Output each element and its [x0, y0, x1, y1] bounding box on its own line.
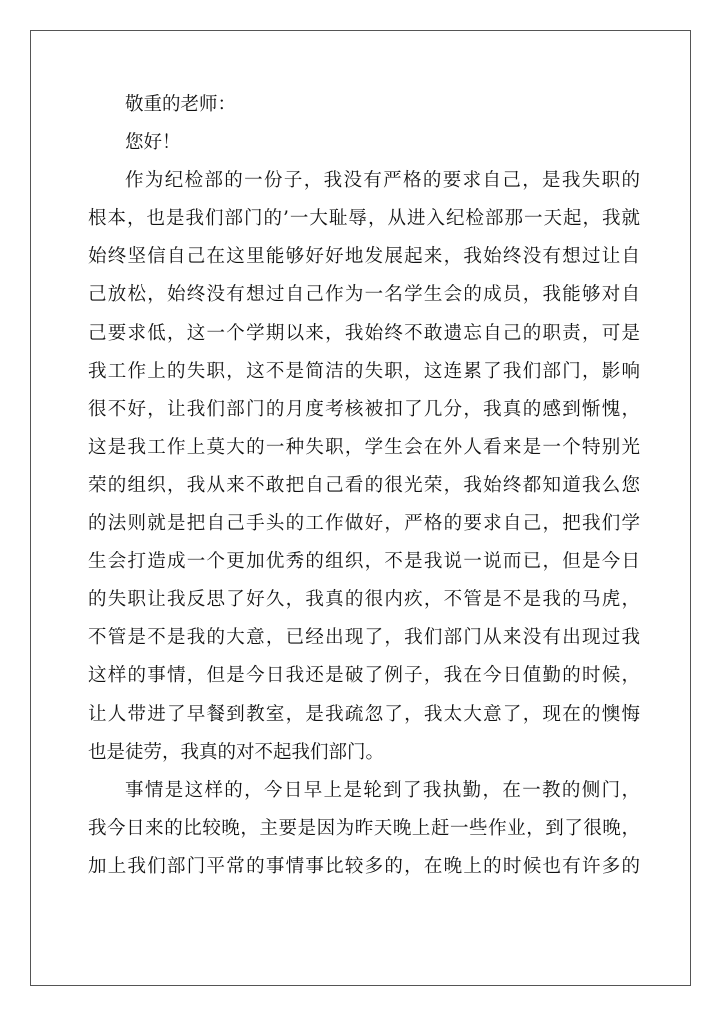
letter-body: [88, 86, 640, 886]
paragraph-2: [88, 772, 640, 886]
paragraph-1: [88, 162, 640, 772]
paragraph-line: 这样的事情，但是今日我还是破了例子，我在今日值勤的时候，: [88, 665, 640, 687]
paragraph-line: 己放松，始终没有想过自己作为一名学生会的成员，我能够对自: [88, 284, 640, 306]
paragraph-line: 己要求低，这一个学期以来，我始终不敢遗忘自己的职责，可是: [88, 322, 640, 344]
paragraph-line: 根本，也是我们部门的’一大耻辱，从进入纪检部那一天起，我就: [88, 208, 640, 230]
paragraph-line: 很不好，让我们部门的月度考核被扣了几分，我真的感到惭愧，: [88, 398, 640, 420]
paragraph-line: 加上我们部门平常的事情事比较多的，在晚上的时候也有许多的: [88, 855, 640, 877]
greeting: 您好！: [125, 132, 181, 154]
paragraph-line: 也是徒劳，我真的对不起我们部门。: [88, 741, 385, 763]
paragraph-line: 我工作上的失职，这不是简洁的失职，这连累了我们部门，影响: [88, 360, 640, 382]
paragraph-line: 让人带进了早餐到教室，是我疏忽了，我太大意了，现在的懊悔: [88, 703, 640, 725]
paragraph-line: 不管是不是我的大意，已经出现了，我们部门从来没有出现过我: [88, 627, 640, 649]
paragraph-line: 我今日来的比较晚，主要是因为昨天晚上赶一些作业，到了很晚，: [88, 817, 640, 839]
salutation: 敬重的老师：: [125, 94, 237, 115]
paragraph-line: 事情是这样的，今日早上是轮到了我执勤，在一教的侧门，: [125, 779, 640, 801]
paragraph-line: 荣的组织，我从来不敢把自己看的很光荣，我始终都知道我么您: [88, 474, 640, 496]
paragraph-line: 这是我工作上莫大的一种失职，学生会在外人看来是一个特别光: [88, 436, 640, 458]
paragraph-line: 生会打造成一个更加优秀的组织，不是我说一说而已，但是今日: [88, 551, 640, 573]
paragraph-line: 的法则就是把自己手头的工作做好，严格的要求自己，把我们学: [88, 513, 640, 535]
paragraph-line: 作为纪检部的一份子，我没有严格的要求自己，是我失职的: [125, 170, 640, 192]
paragraph-line: 的失职让我反思了好久，我真的很内疚，不管是不是我的马虎，: [88, 589, 640, 611]
paragraph-line: 始终坚信自己在这里能够好好地发展起来，我始终没有想过让自: [88, 246, 640, 268]
